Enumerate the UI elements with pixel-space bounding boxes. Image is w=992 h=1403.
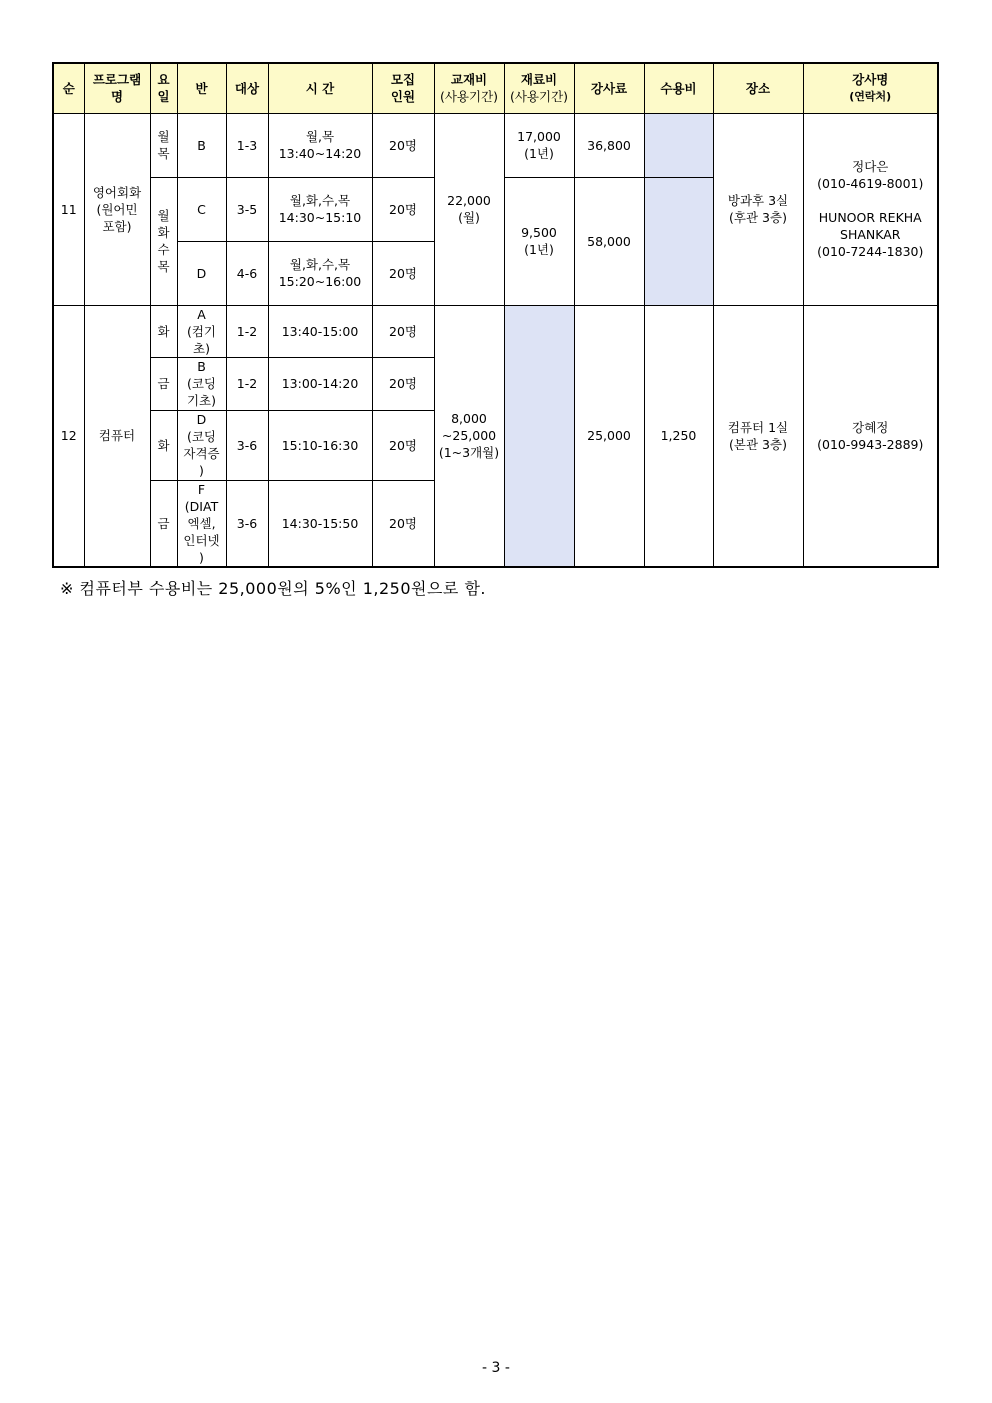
capacity-cell: 20명: [372, 241, 434, 305]
day-cell: 금: [150, 480, 177, 567]
header-time: 시 간: [268, 63, 372, 113]
material-cell: 9,500 (1년): [504, 177, 574, 305]
header-capacity: 모집 인원: [372, 63, 434, 113]
capacity-cell: 20명: [372, 113, 434, 177]
tuition-cell: 25,000: [574, 305, 644, 567]
header-no: 순: [53, 63, 84, 113]
target-cell: 4-6: [226, 241, 268, 305]
header-teacher-sub: (연락처): [849, 90, 892, 104]
program-name: 컴퓨터: [84, 305, 150, 567]
capacity-cell: 20명: [372, 480, 434, 567]
teacher-cell: 정다은 (010-4619-8001) HUNOOR REKHA SHANKAR (010-7244-1830): [803, 113, 938, 305]
header-place: 장소: [713, 63, 803, 113]
fee-cell-empty: [644, 113, 713, 177]
time-cell: 월,화,수,목 14:30~15:10: [268, 177, 372, 241]
program-number: 12: [53, 305, 84, 567]
tuition-cell: 36,800: [574, 113, 644, 177]
header-textbook: [434, 63, 504, 113]
day-cell: 월 화 수 목: [150, 177, 177, 305]
header-target: 대상: [226, 63, 268, 113]
capacity-cell: 20명: [372, 410, 434, 480]
tuition-cell: 58,000: [574, 177, 644, 305]
header-row: [53, 63, 938, 113]
time-cell: 월,화,수,목 15:20~16:00: [268, 241, 372, 305]
fee-cell: 1,250: [644, 305, 713, 567]
footnote: ※ 컴퓨터부 수용비는 25,000원의 5%인 1,250원으로 함.: [60, 579, 487, 598]
target-cell: 3-6: [226, 410, 268, 480]
capacity-cell: 20명: [372, 177, 434, 241]
material-cell: 17,000 (1년): [504, 113, 574, 177]
time-cell: 13:40-15:00: [268, 305, 372, 357]
target-cell: 1-3: [226, 113, 268, 177]
header-fee: 수용비: [644, 63, 713, 113]
time-cell: 15:10-16:30: [268, 410, 372, 480]
table-row: [53, 305, 938, 357]
header-material: [504, 63, 574, 113]
header-material-sub: (사용기간): [509, 89, 569, 105]
textbook-cell: 8,000 ~25,000 (1~3개월): [434, 305, 504, 567]
class-cell: D (코딩 자격증 ): [177, 410, 226, 480]
capacity-cell: 20명: [372, 305, 434, 357]
header-textbook-sub: (사용기간): [439, 89, 499, 105]
class-cell: B: [177, 113, 226, 177]
day-cell: 금: [150, 357, 177, 410]
program-name: 영어회화 (원어민 포함): [84, 113, 150, 305]
page-number: - 3 -: [482, 1360, 510, 1376]
schedule-table: [52, 62, 939, 568]
capacity-cell: 20명: [372, 357, 434, 410]
target-cell: 1-2: [226, 305, 268, 357]
class-cell: F (DIAT 엑셀, 인터넷 ): [177, 480, 226, 567]
header-class: 반: [177, 63, 226, 113]
class-cell: C: [177, 177, 226, 241]
place-cell: 컴퓨터 1실 (본관 3층): [713, 305, 803, 567]
time-cell: 14:30-15:50: [268, 480, 372, 567]
material-cell-empty: [504, 305, 574, 567]
header-teacher: [803, 63, 938, 113]
day-cell: 화: [150, 305, 177, 357]
header-material-label: 재료비: [520, 72, 558, 88]
class-cell: D: [177, 241, 226, 305]
textbook-cell: 22,000 (월): [434, 113, 504, 305]
teacher-cell: 강혜정 (010-9943-2889): [803, 305, 938, 567]
target-cell: 1-2: [226, 357, 268, 410]
fee-cell-empty: [644, 177, 713, 305]
header-day: 요 일: [150, 63, 177, 113]
class-cell: B (코딩 기초): [177, 357, 226, 410]
place-cell: 방과후 3실 (후관 3층): [713, 113, 803, 305]
day-cell: 화: [150, 410, 177, 480]
header-program: 프로그램 명: [84, 63, 150, 113]
header-textbook-label: 교재비: [450, 72, 488, 88]
time-cell: 월,목 13:40~14:20: [268, 113, 372, 177]
class-cell: A (컴기 초): [177, 305, 226, 357]
header-teacher-label: 강사명: [852, 72, 889, 88]
time-cell: 13:00-14:20: [268, 357, 372, 410]
header-tuition: 강사료: [574, 63, 644, 113]
target-cell: 3-5: [226, 177, 268, 241]
program-number: 11: [53, 113, 84, 305]
day-cell: 월 목: [150, 113, 177, 177]
table-row: [53, 113, 938, 177]
target-cell: 3-6: [226, 480, 268, 567]
